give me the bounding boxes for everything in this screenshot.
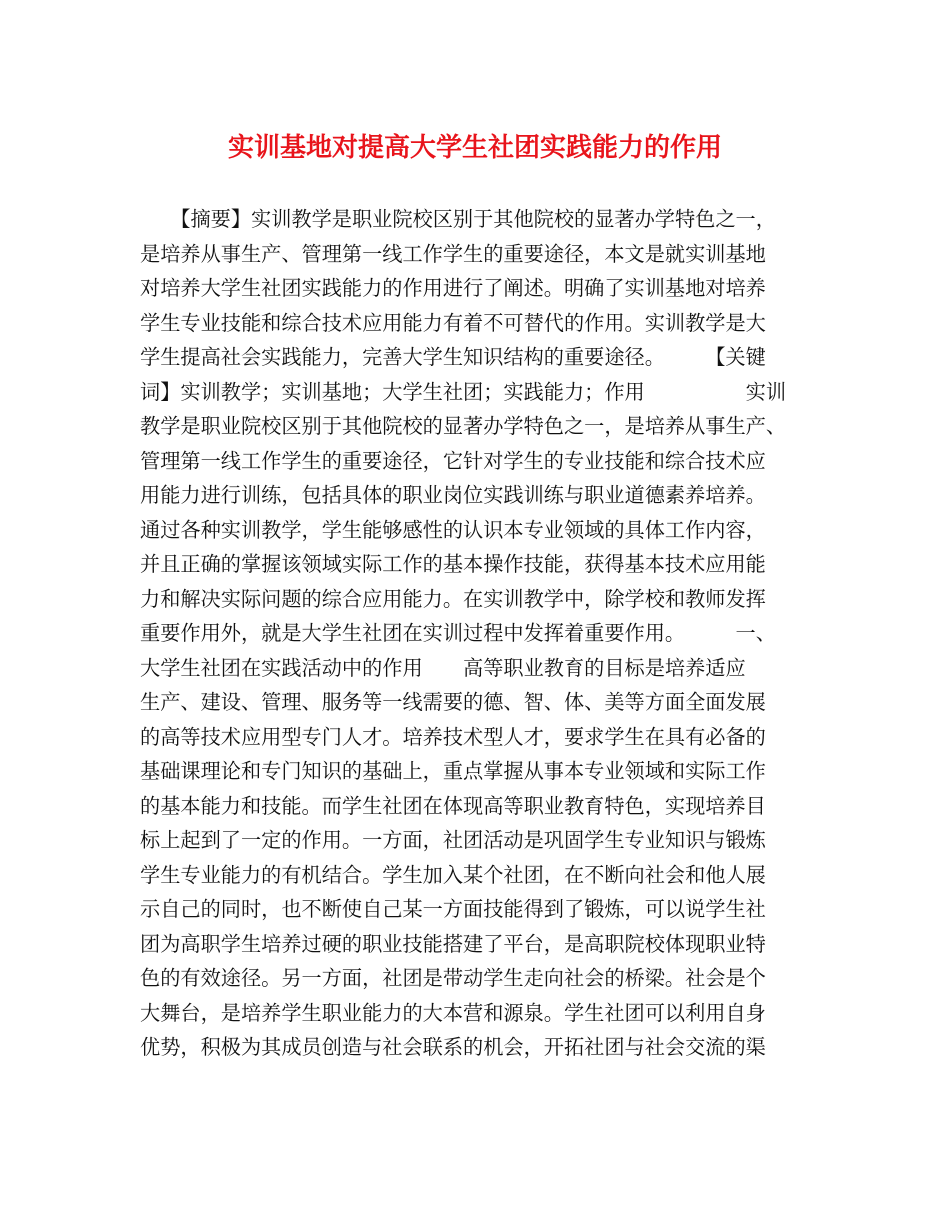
body-line: 学生提高社会实践能力，完善大学生知识结构的重要途径。 【关键	[140, 345, 766, 369]
body-line: 【摘要】实训教学是职业院校区别于其他院校的显著办学特色之一，	[140, 207, 776, 231]
body-line: 重要作用外，就是大学生社团在实训过程中发挥着重要作用。 一、	[140, 621, 776, 645]
body-line: 团为高职学生培养过硬的职业技能搭建了平台，是高职院校体现职业特	[140, 931, 766, 956]
body-line: 词】实训教学；实训基地；大学生社团；实践能力；作用 实训	[140, 379, 787, 404]
body-line: 是培养从事生产、管理第一线工作学生的重要途径，本文是就实训基地	[140, 241, 766, 266]
document-body	[140, 202, 830, 1065]
body-line: 示自己的同时，也不断使自己某一方面技能得到了锻炼，可以说学生社	[140, 897, 766, 921]
body-line: 大学生社团在实践活动中的作用 高等职业教育的目标是培养适应	[140, 655, 746, 680]
body-line: 优势，积极为其成员创造与社会联系的机会，开拓社团与社会交流的渠	[140, 1035, 766, 1059]
body-line: 对培养大学生社团实践能力的作用进行了阐述。明确了实训基地对培养	[140, 276, 766, 300]
body-line: 用能力进行训练，包括具体的职业岗位实践训练与职业道德素养培养。	[140, 483, 766, 507]
body-line: 的基本能力和技能。而学生社团在体现高等职业教育特色，实现培养目	[140, 793, 766, 818]
body-line: 学生专业能力的有机结合。学生加入某个社团，在不断向社会和他人展	[140, 862, 766, 887]
body-line: 管理第一线工作学生的重要途径，它针对学生的专业技能和综合技术应	[140, 448, 766, 473]
body-line: 色的有效途径。另一方面，社团是带动学生走向社会的桥梁。社会是个	[140, 966, 766, 990]
body-line: 基础课理论和专门知识的基础上，重点掌握从事本专业领域和实际工作	[140, 759, 766, 783]
body-line: 的高等技术应用型专门人才。培养技术型人才，要求学生在具有必备的	[140, 724, 766, 749]
body-line: 学生专业技能和综合技术应用能力有着不可替代的作用。实训教学是大	[140, 310, 766, 335]
body-line: 大舞台，是培养学生职业能力的大本营和源泉。学生社团可以利用自身	[140, 1000, 766, 1025]
body-line: 力和解决实际问题的综合应用能力。在实训教学中，除学校和教师发挥	[140, 586, 766, 611]
body-line: 通过各种实训教学，学生能够感性的认识本专业领域的具体工作内容，	[140, 517, 766, 542]
body-line: 标上起到了一定的作用。一方面，社团活动是巩固学生专业知识与锻炼	[140, 828, 766, 852]
body-line: 并且正确的掌握该领域实际工作的基本操作技能，获得基本技术应用能	[140, 552, 766, 576]
body-line: 教学是职业院校区别于其他院校的显著办学特色之一，是培养从事生产、	[140, 414, 787, 438]
body-line: 生产、建设、管理、服务等一线需要的德、智、体、美等方面全面发展	[140, 690, 766, 714]
document-title: 实训基地对提高大学生社团实践能力的作用	[227, 133, 722, 163]
